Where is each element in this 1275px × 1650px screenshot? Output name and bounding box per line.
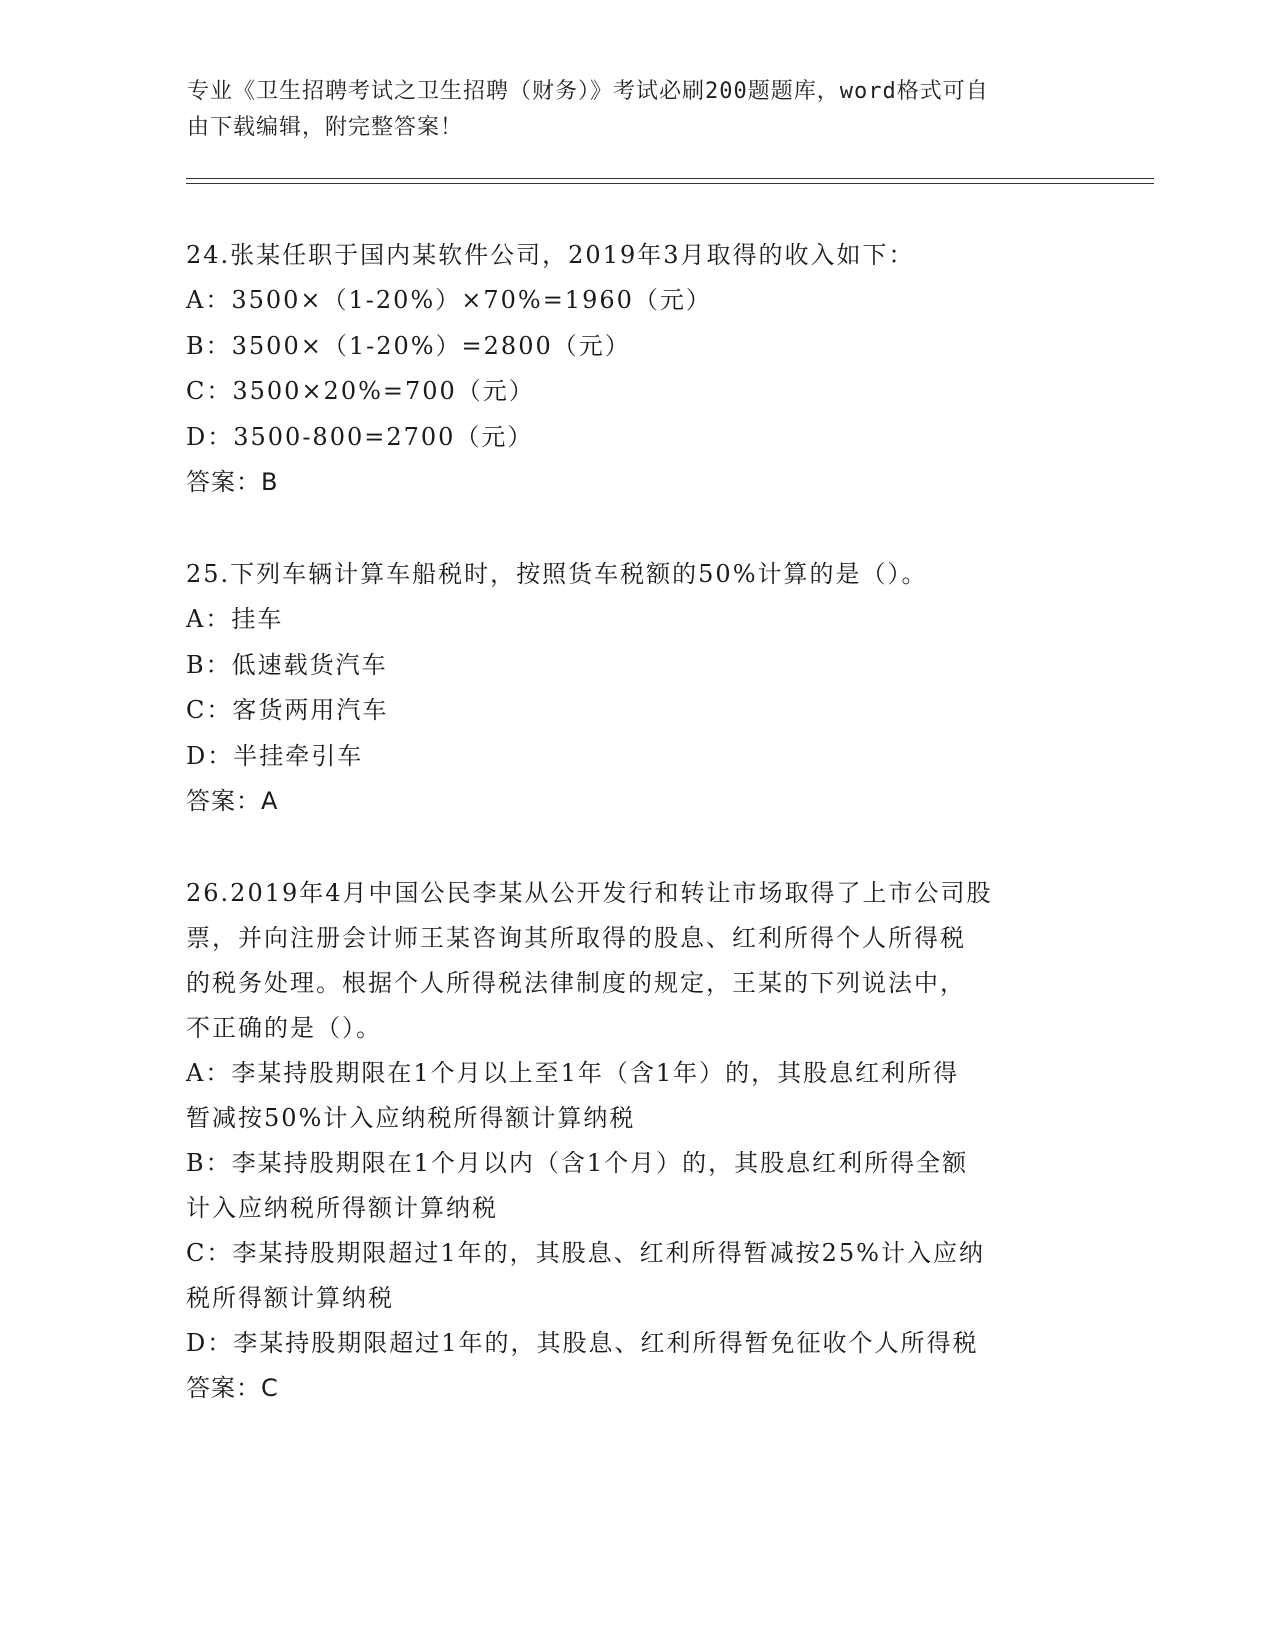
option-b-line: B：李某持股期限在1个月以内（含1个月）的，其股息红利所得全额 — [186, 1149, 969, 1177]
option-d-line: D：李某持股期限超过1年的，其股息、红利所得暂免征收个人所得税 — [186, 1329, 979, 1357]
header-divider-top — [186, 178, 1154, 179]
option-c: C：3500×20%=700（元） — [186, 377, 535, 405]
option-b: B：3500×（1-20%）=2800（元） — [186, 331, 631, 360]
option-a-line: A：李某持股期限在1个月以上至1年（含1年）的，其股息红利所得 — [186, 1059, 960, 1087]
option-d — [186, 1321, 1086, 1366]
question-stem: 25.下列车辆计算车船税时，按照货车税额的50%计算的是（）。 — [186, 560, 928, 588]
header-line-1: 专业《卫生招聘考试之卫生招聘（财务）》考试必刷200题题库，word格式可自 — [187, 79, 989, 104]
option-a: A：挂车 — [186, 605, 284, 633]
option-a — [186, 1051, 1086, 1141]
answer-label: 答案：A — [186, 787, 279, 815]
document-header — [187, 74, 1087, 146]
header-line-2: 由下载编辑，附完整答案！ — [187, 115, 464, 140]
header-divider-bottom — [186, 183, 1154, 184]
answer-label: 答案：B — [186, 468, 279, 496]
option-c-line: C：李某持股期限超过1年的，其股息、红利所得暂减按25%计入应纳 — [186, 1239, 985, 1267]
question-stem-line: 的税务处理。根据个人所得税法律制度的规定，王某的下列说法中， — [186, 969, 966, 997]
answer-label: 答案：C — [186, 1374, 279, 1402]
question-stem-line: 不正确的是（）。 — [186, 1014, 382, 1042]
option-a: A：3500×（1-20%）×70%=1960（元） — [186, 286, 712, 314]
option-b — [186, 1141, 1086, 1231]
option-b-line: 计入应纳税所得额计算纳税 — [186, 1194, 498, 1222]
option-c: C：客货两用汽车 — [186, 696, 389, 724]
option-d: D：半挂牵引车 — [186, 741, 364, 770]
question-26 — [186, 871, 1086, 1411]
question-stem-line: 26.2019年4月中国公民李某从公开发行和转让市场取得了上市公司股 — [186, 879, 993, 907]
option-a-line: 暂减按50%计入应纳税所得额计算纳税 — [186, 1104, 636, 1132]
question-24 — [186, 233, 1086, 505]
option-b: B：低速载货汽车 — [186, 650, 388, 679]
option-c-line: 税所得额计算纳税 — [186, 1284, 394, 1312]
question-stem: 24.张某任职于国内某软件公司，2019年3月取得的收入如下： — [186, 241, 915, 269]
option-c — [186, 1231, 1086, 1321]
question-stem-line: 票，并向注册会计师王某咨询其所取得的股息、红利所得个人所得税 — [186, 924, 966, 952]
option-d: D：3500-800=2700（元） — [186, 422, 534, 451]
question-25 — [186, 552, 1086, 824]
